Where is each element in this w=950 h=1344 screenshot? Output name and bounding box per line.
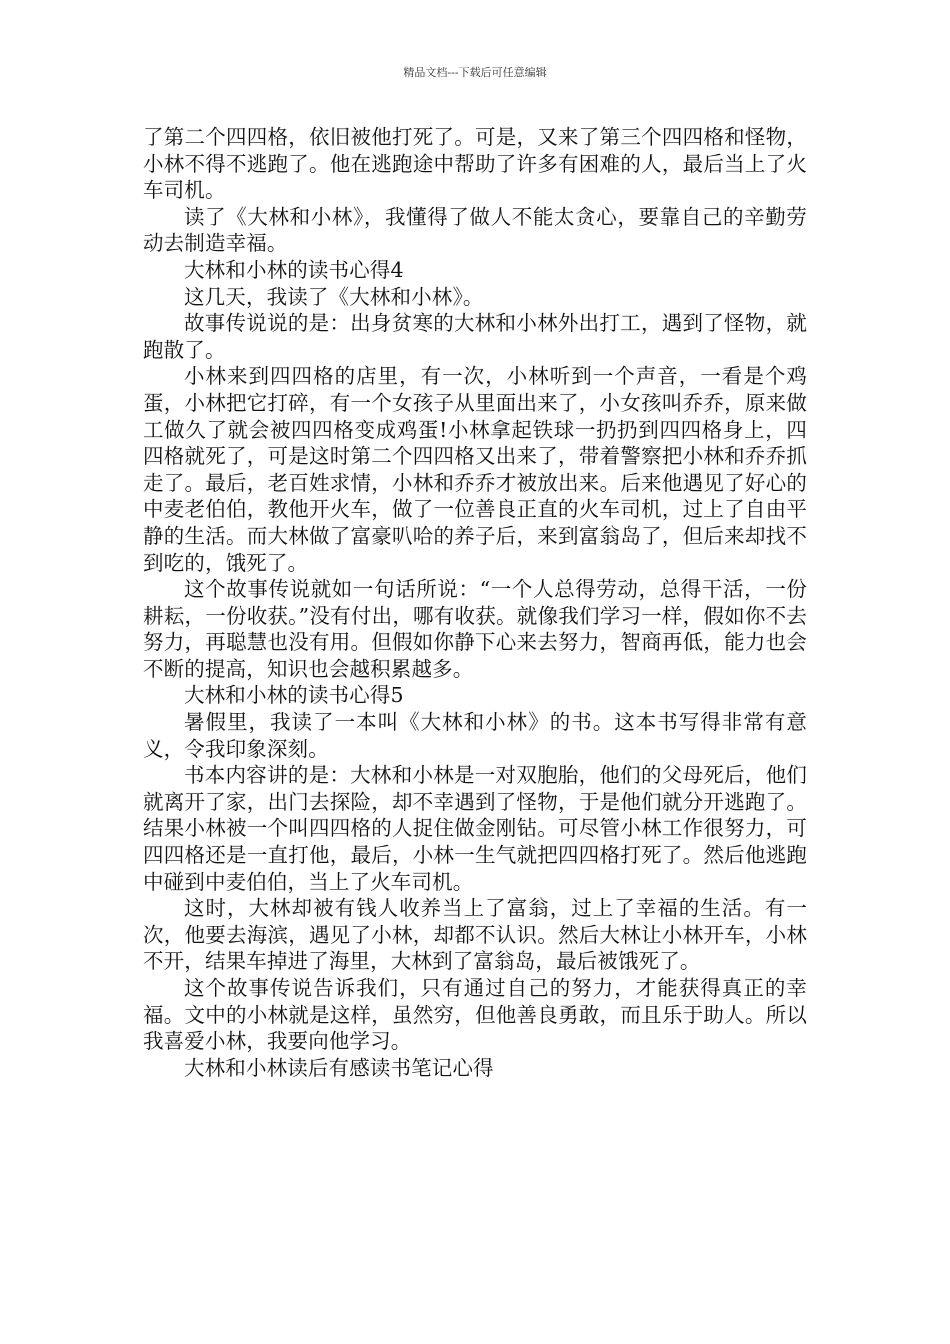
paragraph: 书本内容讲的是：大林和小林是一对双胞胎，他们的父母死后，他们就离开了家，出门去探险，却不幸遇到了怪物，于是他们就分开逃跑了。结果小林被一个叫四四格的人捉住做金刚钻。可尽管小林工作很努力，可四四格还是一直打他，最后，小林一生气就把四四格打死了。然后他逃跑中碰到中麦伯伯，当上了火车司机。 xyxy=(143,763,807,894)
paragraph: 这几天，我读了《大林和小林》。 xyxy=(184,284,484,309)
paragraph-continuation: 了第二个四四格，依旧被他打死了。可是，又来了第三个四四格和怪物，小林不得不逃跑了。他在逃跑途中帮助了许多有困难的人，最后当上了火车司机。 xyxy=(143,125,807,203)
paragraph: 读了《大林和小林》，我懂得了做人不能太贪心，要靠自己的辛勤劳动去制造幸福。 xyxy=(143,204,807,256)
paragraph: 暑假里，我读了一本叫《大林和小林》的书。这本书写得非常有意义，令我印象深刻。 xyxy=(143,710,807,761)
paragraph: 这个故事传说告诉我们，只有通过自己的努力，才能获得真正的幸福。文中的小林就是这样，虽然穷，但他善良勇敢，而且乐于助人。所以我喜爱小林，我要向他学习。 xyxy=(143,976,807,1054)
page-header: 精品文档---下载后可任意编辑 xyxy=(403,66,547,79)
section-heading: 大林和小林的读书心得5 xyxy=(184,683,404,708)
paragraph: 这个故事传说就如一句话所说：“一个人总得劳动，总得干活，一份耕耘，一份收获。”没有付出，哪有收获。就像我们学习一样，假如你不去努力，再聪慧也没有用。但假如你静下心来去努力，智商再低，能力也会不断的提高，知识也会越积累越多。 xyxy=(143,577,807,681)
section-heading: 大林和小林的读书心得4 xyxy=(184,257,404,282)
section-heading: 大林和小林读后有感读书笔记心得 xyxy=(184,1055,494,1080)
paragraph: 故事传说说的是：出身贫寒的大林和小林外出打工，遇到了怪物，就跑散了。 xyxy=(143,311,807,362)
paragraph: 小林来到四四格的店里，有一次，小林听到一个声音，一看是个鸡蛋，小林把它打碎，有一个女孩子从里面出来了，小女孩叫乔乔，原来做工做久了就会被四四格变成鸡蛋!小林拿起铁球一扔扔到四四格身上，四四格就死了，可是这时第二个四四格又出来了，带着警察把小林和乔乔抓走了。最后，老百姓求情，小林和乔乔才被放出来。后来他遇见了好心的中麦老伯伯，教他开火车，做了一位善良正直的火车司机，过上了自由平静的生活。而大林做了富豪叭哈的养子后，来到富翁岛了，但后来却找不到吃的，饿死了。 xyxy=(143,364,807,575)
document-body xyxy=(143,124,807,1081)
paragraph: 这时，大林却被有钱人收养当上了富翁，过上了幸福的生活。有一次，他要去海滨，遇见了小林，却都不认识。然后大林让小林开车，小林不开，结果车掉进了海里，大林到了富翁岛，最后被饿死了。 xyxy=(143,896,807,974)
